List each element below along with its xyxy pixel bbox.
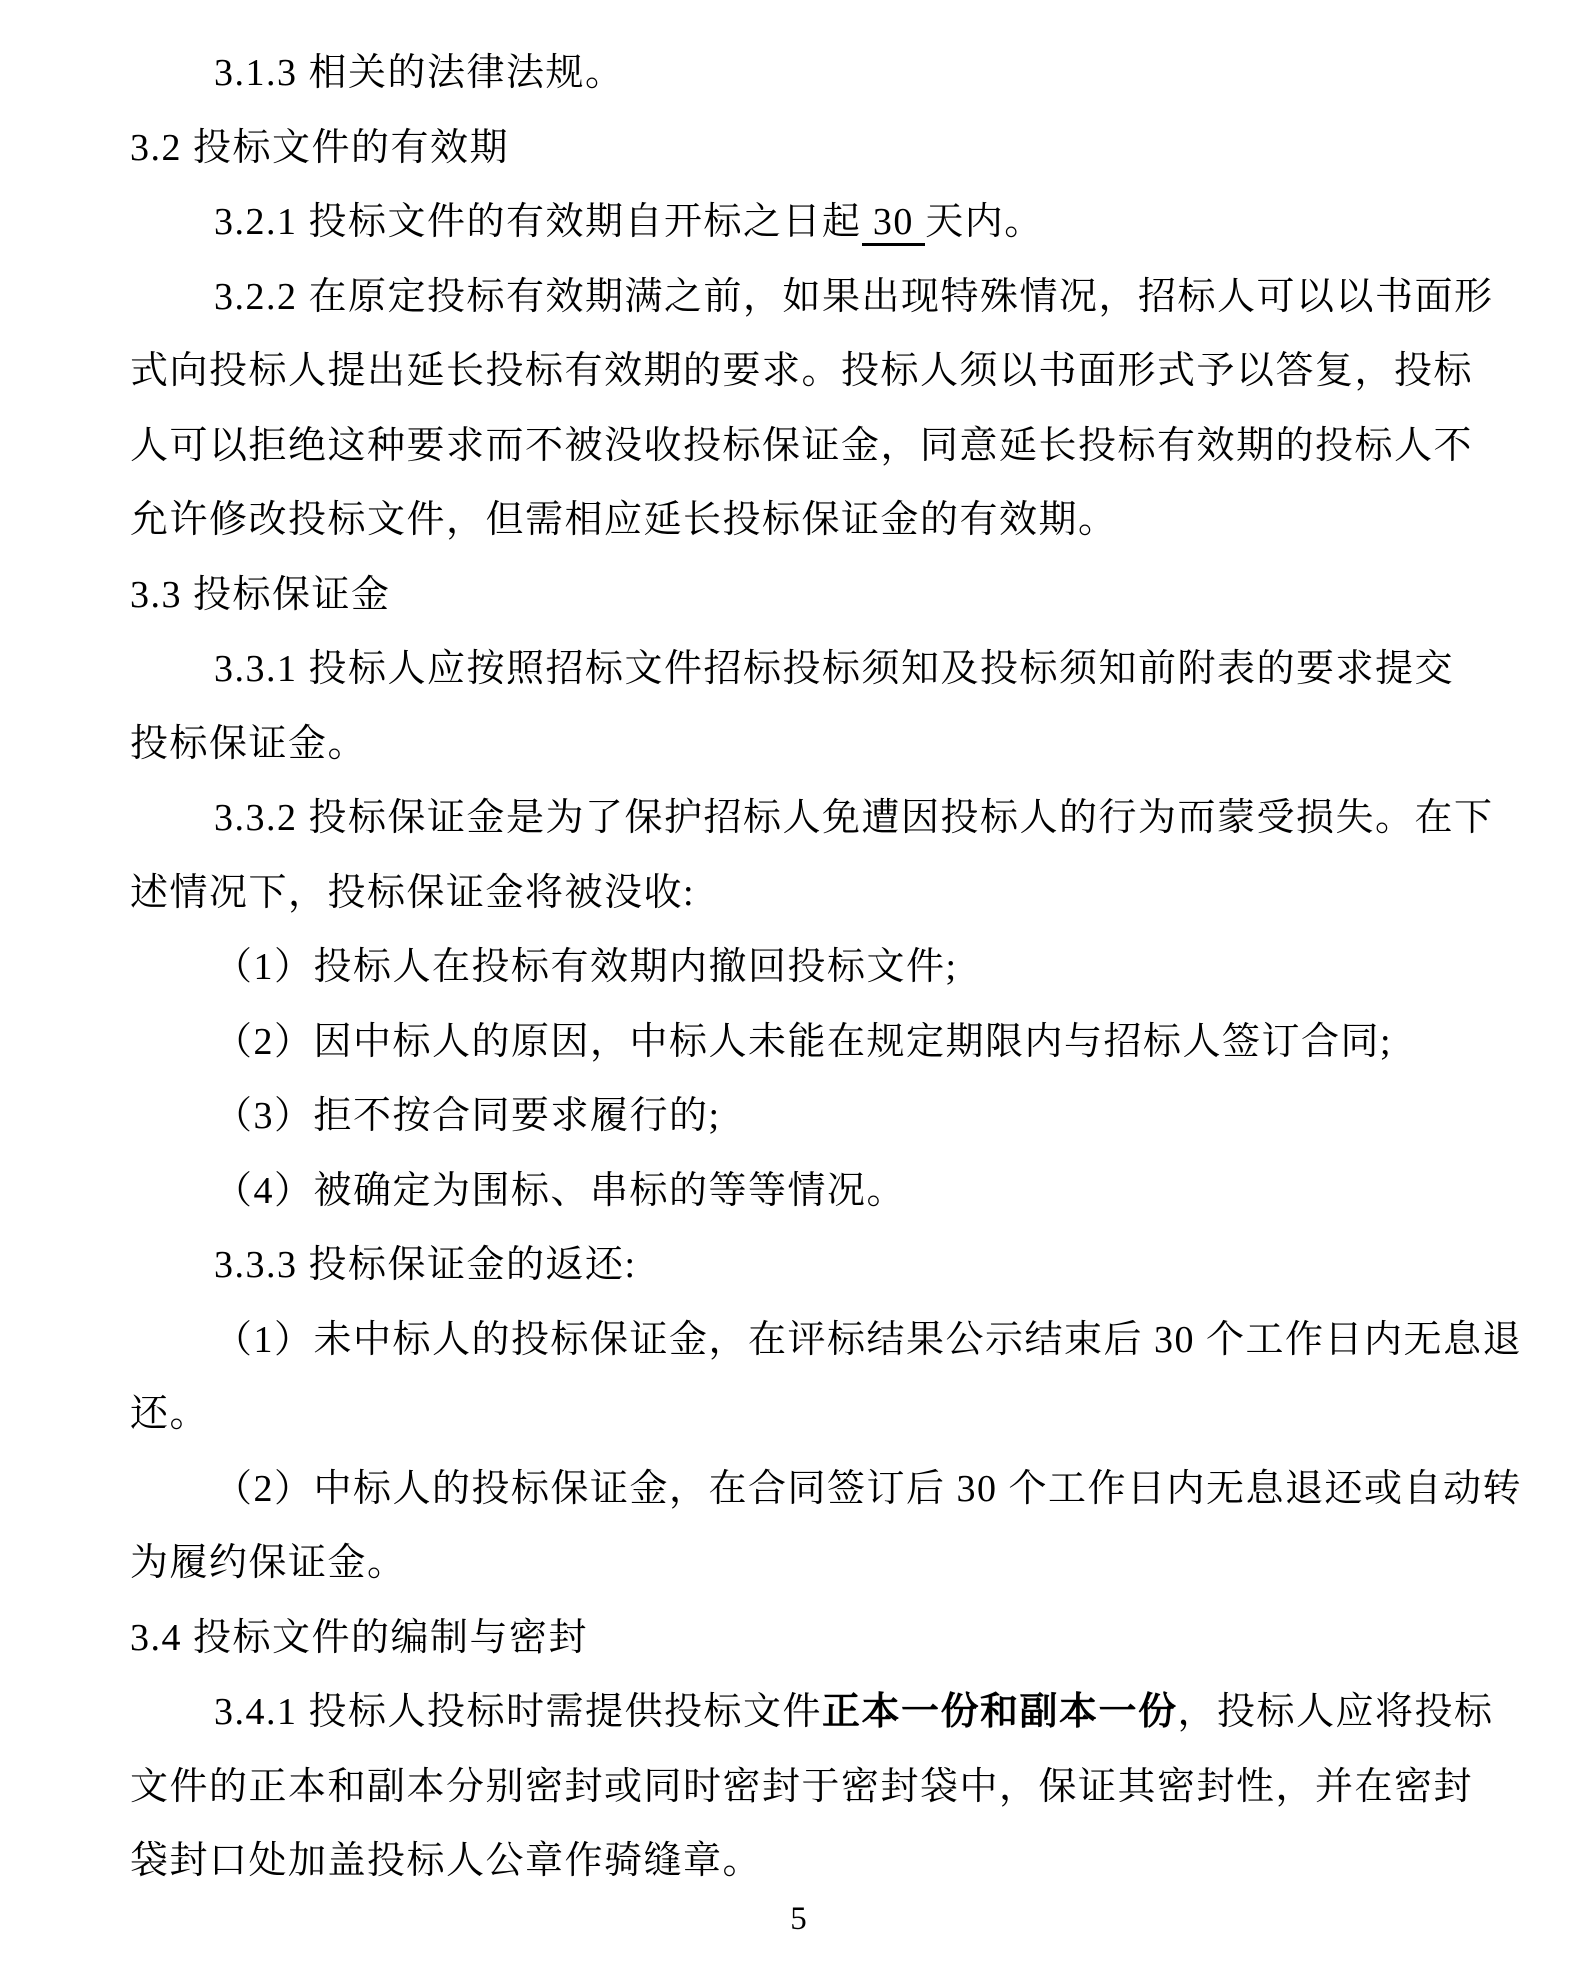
document-line xyxy=(130,36,1467,111)
document-line xyxy=(130,856,1467,931)
text-run: （4）被确定为围标、串标的等等情况。 xyxy=(214,1169,907,1212)
text-run: 文件的正本和副本分别密封或同时密封于密封袋中，保证其密封性，并在密封 xyxy=(130,1765,1474,1808)
document-line xyxy=(130,558,1467,633)
document-line xyxy=(130,185,1467,260)
text-run: （2）因中标人的原因，中标人未能在规定期限内与招标人签订合同; xyxy=(214,1020,1393,1063)
text-run: （3）拒不按合同要求履行的; xyxy=(214,1095,721,1137)
text-run: 允许修改投标文件，但需相应延长投标保证金的有效期。 xyxy=(130,499,1118,541)
document-line xyxy=(130,1452,1523,1527)
text-run: 3.4 投标文件的编制与密封 xyxy=(130,1616,589,1659)
document-content xyxy=(130,36,1523,1899)
document-line xyxy=(130,1526,1467,1601)
text-run: （2）中标人的投标保证金，在合同签订后 30 个工作日内无息退还或自动转 xyxy=(214,1467,1523,1510)
text-run: 3.2.1 投标文件的有效期自开标之日起 xyxy=(214,201,862,243)
document-line xyxy=(130,707,1467,782)
document-line xyxy=(130,1675,1494,1750)
text-run: 3.1.3 相关的法律法规。 xyxy=(214,52,625,94)
document-line xyxy=(130,632,1467,707)
text-run: 投标保证金。 xyxy=(130,722,368,765)
text-run: 3.3.2 投标保证金是为了保护招标人免遭因投标人的行为而蒙受损失。在下 xyxy=(214,797,1494,839)
document-line xyxy=(130,334,1474,409)
underlined-value: 30 xyxy=(862,201,926,246)
text-run: 3.3.3 投标保证金的返还: xyxy=(214,1244,637,1286)
text-run: 还。 xyxy=(130,1393,210,1435)
text-run: 袋封口处加盖投标人公章作骑缝章。 xyxy=(130,1840,763,1882)
text-run: 述情况下，投标保证金将被没收: xyxy=(130,871,696,914)
document-line xyxy=(130,260,1494,335)
text-run: 为履约保证金。 xyxy=(130,1542,407,1584)
document-line xyxy=(130,1079,1467,1154)
document-line xyxy=(130,409,1474,484)
bold-text-run: 正本一份和副本一份 xyxy=(822,1691,1178,1733)
text-run: 天内。 xyxy=(925,201,1044,243)
text-run: 3.2 投标文件的有效期 xyxy=(130,126,510,169)
text-run: （1）投标人在投标有效期内撤回投标文件; xyxy=(214,946,958,988)
document-line xyxy=(130,111,1467,186)
text-run: 3.3.1 投标人应按照招标文件招标投标须知及投标须知前附表的要求提交 xyxy=(214,648,1455,690)
document-line xyxy=(130,1005,1467,1080)
text-run: 3.3 投标保证金 xyxy=(130,573,391,616)
document-line xyxy=(130,1601,1467,1676)
document-line xyxy=(130,1824,1467,1899)
document-line xyxy=(130,930,1467,1005)
page-number: 5 xyxy=(790,1900,807,1937)
text-run: 人可以拒绝这种要求而不被没收投标保证金，同意延长投标有效期的投标人不 xyxy=(130,424,1474,467)
text-run: 3.4.1 投标人投标时需提供投标文件 xyxy=(214,1691,823,1733)
text-run: ，投标人应将投标 xyxy=(1177,1691,1494,1733)
text-run: （1）未中标人的投标保证金，在评标结果公示结束后 30 个工作日内无息退 xyxy=(214,1318,1523,1361)
text-run: 3.2.2 在原定投标有效期满之前，如果出现特殊情况，招标人可以以书面形 xyxy=(214,275,1494,318)
document-line xyxy=(130,1154,1467,1229)
document-line xyxy=(130,1750,1474,1825)
document-line xyxy=(130,781,1494,856)
document-line xyxy=(130,1228,1467,1303)
document-line xyxy=(130,1303,1523,1378)
document-line xyxy=(130,483,1467,558)
text-run: 式向投标人提出延长投标有效期的要求。投标人须以书面形式予以答复，投标 xyxy=(130,350,1474,392)
document-line xyxy=(130,1377,1467,1452)
